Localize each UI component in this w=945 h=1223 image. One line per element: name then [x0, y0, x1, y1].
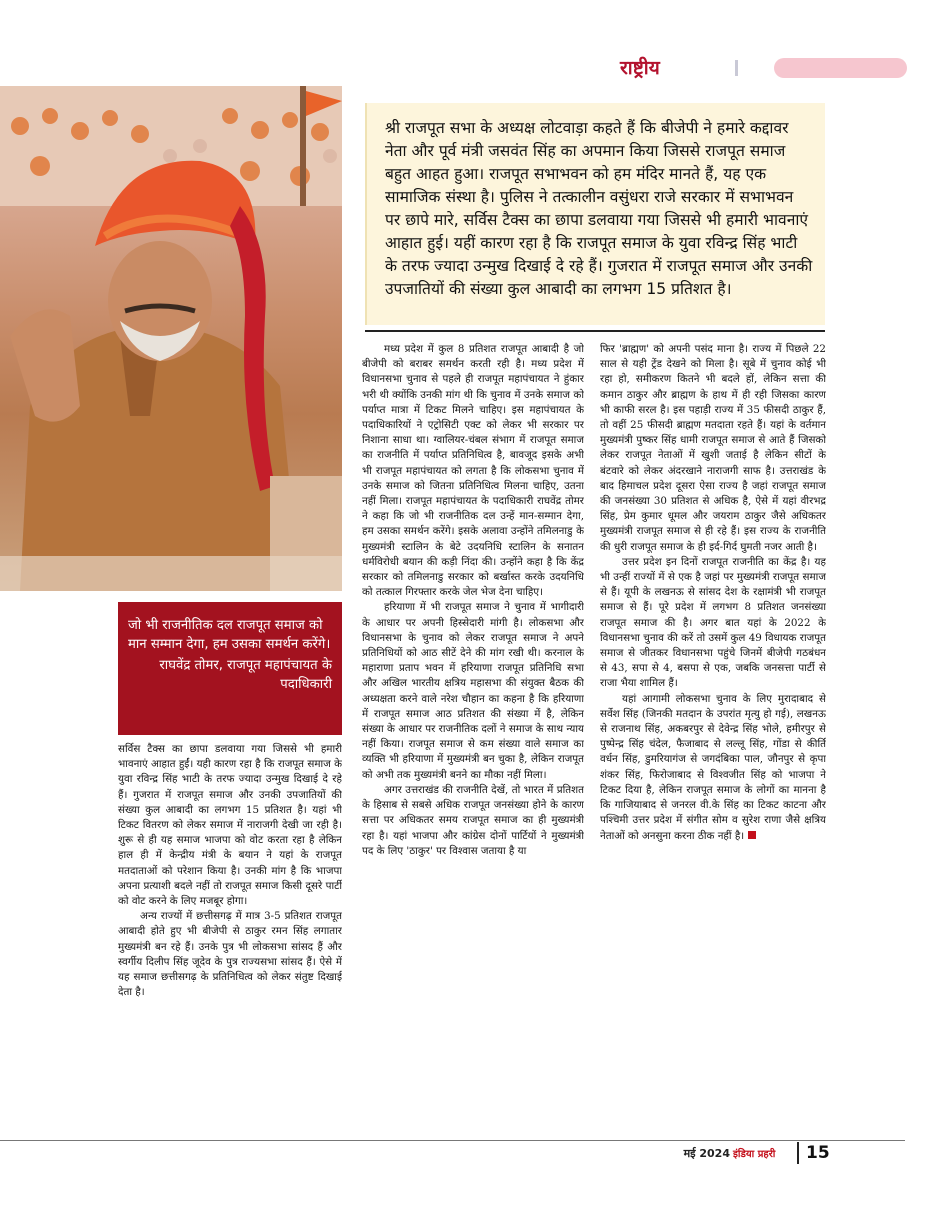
paragraph: अन्य राज्यों में छत्तीसगढ़ में मात्र 3-5 प्रतिशत राजपूत आबादी होते हुए भी बीजेपी से ठाकुर रमन सिंह लगातार मुख्यमंत्री बन रहे हैं। उनके पुत्र भी लोकसभा सांसद हैं और स्वर्गीय दिलीप सिंह जूदेव के पुत्र राज्यसभा सांसद हैं। ऐसे में यह समाज छत्तीसगढ़ के प्रतिनिधित्व को लेकर संतुष्ट दिखाई देता है। [118, 910, 342, 999]
footer-divider [797, 1142, 799, 1164]
paragraph: मध्य प्रदेश में कुल 8 प्रतिशत राजपूत आबादी है जो बीजेपी को बराबर समर्थन करती रही है। मध्य प्रदेश में विधानसभा चुनाव से पहले ही राजपूत महापंचायत ने हुंकार भरी थी क्योंकि उनकी मांग थी कि चुनाव में उनके समाज को पर्याप्त मात्रा में टिकट मिलने चाहिए। इस महापंचायत के पदाधिकारियों ने एट्रोसिटी एक्ट को लेकर भी सरकार पर निशाना साधा था। ग्वालियर-चंबल संभाग में राजपूत समाज का राजनीति में पर्याप्त प्रतिनिधित्व है, बावजूद इसके अभी भी राजपूत महापंचायत को लगता है कि लोकसभा चुनाव में उनके समाज को जितना प्रतिनिधित्व मिलना चाहिए, उतना नहीं मिला। राजपूत महापंचायत के पदाधिकारी राघवेंद्र तोमर ने कहा कि जो भी राजनीतिक दल उन्हें मान-सम्मान देगा, हम उसका समर्थन करेंगे। इसके अलावा उन्होंने तमिलनाडु के मुख्यमंत्री स्टालिन के बेटे उदयनिधि स्टालिन के सनातन धर्मविरोधी बयान की कड़ी निंदा की। उन्होंने कहा है कि केंद्र सरकार को तमिलनाडु सरकार को बर्खास्त करके उदयनिधि को तत्काल गिरफ्तार करके जेल भेज देना चाहिए। [362, 343, 584, 599]
paragraph: हरियाणा में भी राजपूत समाज ने चुनाव में भागीदारी के आधार पर अपनी हिस्सेदारी मांगी है। लोकसभा और विधानसभा के चुनाव को लेकर राजपूत समाज ने अपने प्रतिनिधियों को आठ सीटें देने की मांग रखी थी। करनाल के महाराणा प्रताप भवन में हरियाणा राजपूत प्रतिनिधि सभा और अखिल भारतीय क्षत्रिय महासभा की संयुक्त बैठक की अध्यक्षता करने वाले नरेश चौहान का कहना है कि हरियाणा में राजपूत समाज आठ प्रतिशत की संख्या में है, लेकिन संख्या के आधार पर राजनीतिक दलों ने समाज के साथ न्याय नहीं किया। राजपूत समाज से कम संख्या वाले समाज का व्यक्ति भी हरियाणा में मुख्यमंत्री बन चुका है, लेकिन राजपूत को अभी तक मुख्यमंत्री बनने का मौका नहीं मिला। [362, 601, 584, 781]
quote-box-rule [365, 330, 825, 332]
photo-rajput-leader-icon [0, 86, 342, 591]
pull-quote-text: जो भी राजनीतिक दल राजपूत समाज को मान सम्मान देगा, हम उसका समर्थन करेंगे। [128, 618, 331, 652]
section-title: राष्ट्रीय [620, 57, 660, 79]
paragraph: अगर उत्तराखंड की राजनीति देखें, तो भारत में प्रतिशत के हिसाब से सबसे अधिक राजपूत जनसंख्या होने के कारण सत्ता पर अधिकतर समय राजपूत समाज का ही मुख्यमंत्री रहा है। यहां भाजपा और कांग्रेस दोनों पार्टियों ने मुख्यमंत्री पद के लिए 'ठाकुर' पर विश्वास जताया है या [362, 783, 584, 857]
header-decoration-pill [774, 58, 907, 78]
article-column-1 [118, 742, 342, 1128]
pull-quote-author: राघवेंद्र तोमर, राजपूत महापंचायत के पदाधिकारी [159, 658, 332, 692]
article-photo [0, 86, 342, 591]
highlight-quote-box [365, 103, 825, 325]
paragraph: सर्विस टैक्स का छापा डलवाया गया जिससे भी हमारी भावनाएं आहात हुईं। यही कारण रहा है कि राजपूत समाज के युवा रविन्द्र सिंह भाटी के तरफ ज्यादा उन्मुख दिखाई दे रहे हैं। गुजरात में राजपूत समाज और उनकी उपजातियों की संख्या कुल आबादी का लगभग 15 प्रतिशत है। यहां भी टिकट वितरण को लेकर समाज में नाराजगी देखी जा रही है। शुरू से ही यह समाज भाजपा को वोट करता रहा है लेकिन हाल ही में केन्द्रीय मंत्री के बयान ने यहां के राजपूत मतदाताओं को परेशान किया है। उनकी मांग है कि भाजपा अपना प्रत्याशी बदले नहीं तो राजपूत समाज किसी दूसरे पार्टी को वोट करने के लिए मजबूर होगा। [118, 743, 342, 908]
article-column-3 [600, 342, 826, 1128]
end-of-article-icon [748, 831, 756, 839]
paragraph: फिर 'ब्राह्मण' को अपनी पसंद माना है। राज्य में पिछले 22 साल से यही ट्रेंड देखने को मिला है। सूबे में चुनाव कोई भी रहा हो, समीकरण कितने भी बदले हों, लेकिन सत्ता की कमान ठाकुर और ब्राह्मण के हाथ में ही रही जिसका कारण भी काफी सरल है। इस पहाड़ी राज्य में 35 फीसदी ठाकुर हैं, तो वहीं 25 फीसदी ब्राह्मण मतदाता रहते हैं। यहां के वर्तमान मुख्यमंत्री पुष्कर सिंह धामी राजपूत समाज से आते हैं जिसको लेकर राजपूत नेताओं में खुशी जताई है लेकिन सीटों के बंटवारे को लेकर अंदरखाने नाराजगी साफ है। उत्तराखंड के बाद हिमाचल प्रदेश दूसरा ऐसा राज्य है जहां राजपूत समाज की जनसंख्या 30 प्रतिशत से अधिक है, ऐसे में यहां वीरभद्र सिंह, प्रेम कुमार धूमल और जयराम ठाकुर जैसे अधिकतर मुख्यमंत्री राजपूत समाज से ही रहे हैं। इस राज्य के राजनीति की धुरी राजपूत समाज के ही इर्द-गिर्द घुमती नजर आती है। [600, 343, 826, 553]
header-divider [735, 60, 738, 76]
footer-rule [0, 1140, 905, 1141]
paragraph-text: यहां आगामी लोकसभा चुनाव के लिए मुरादाबाद से सर्वेश सिंह (जिनकी मतदान के उपरांत मृत्यु हो गई), लखनऊ से राजनाथ सिंह, अकबरपुर से देवेन्द्र सिंह भोले, हमीरपुर से पुष्पेन्द्र सिंह चंदेल, फैजाबाद से लल्लू सिंह, गोंडा से कीर्ति वर्धन सिंह, डुमरियागंज से जगदंबिका पाल, जौनपुर से कृपा शंकर सिंह, फिरोजाबाद से विश्वजीत सिंह को भाजपा ने टिकट दिया है, लेकिन राजपूत समाज के लोगों का मानना है कि गाजियाबाद से जनरल वी.के सिंह का टिकट काटना और पश्चिमी उत्तर प्रदेश में संगीत सोम व सुरेश राणा जैसे क्षत्रिय नेताओं को अनसुना करना ठीक नहीं है। [600, 692, 826, 842]
paragraph [600, 692, 826, 844]
footer-magazine-logo: इंडिया प्रहरी [733, 1149, 776, 1160]
article-column-2 [362, 342, 584, 1128]
page-number: 15 [806, 1143, 830, 1163]
highlight-quote-text: श्री राजपूत सभा के अध्यक्ष लोटवाड़ा कहते हैं कि बीजेपी ने हमारे कद्दावर नेता और पूर्व मंत्री जसवंत सिंह का अपमान किया जिससे राजपूत समाज बहुत आहत हुआ। राजपूत सभाभवन को हम मंदिर मानते हैं, यह एक सामाजिक संस्था है। पुलिस ने तत्कालीन वसुंधरा राजे सरकार में सभाभवन पर छापे मारे, सर्विस टैक्स का छापा डलवाया गया जिससे भी हमारी भावनाएं आहात हुई। यहीं कारण रहा है कि राजपूत समाज के युवा रविन्द्र सिंह भाटी के तरफ ज्यादा उन्मुख दिखाई दे रहे हैं। गुजरात में राजपूत समाज और उनकी उपजातियों की संख्या कुल आबादी का लगभग 15 प्रतिशत है। [385, 119, 813, 298]
pull-quote [118, 602, 342, 735]
footer-issue-date: मई 2024 [683, 1147, 730, 1160]
paragraph: उत्तर प्रदेश इन दिनों राजपूत राजनीति का केंद्र है। यह भी उन्हीं राज्यों में से एक है जहां पर मुख्यमंत्री राजपूत समाज से हैं। यूपी के लखनऊ से सांसद देश के रक्षामंत्री भी राजपूत समाज से हैं। पूरे प्रदेश में लगभग 8 प्रतिशत जनसंख्या राजपूत समाज की है। अगर बात यहां के 2022 के विधानसभा चुनाव की करें तो उसमें कुल 49 विधायक राजपूत समाज से जीतकर विधानसभा पहुंचे जिनमें बीजेपी गठबंधन से 43, सपा से 4, बसपा से एक, जबकि जनसत्ता पार्टी से राजा भैया शामिल हैं। [600, 555, 826, 690]
